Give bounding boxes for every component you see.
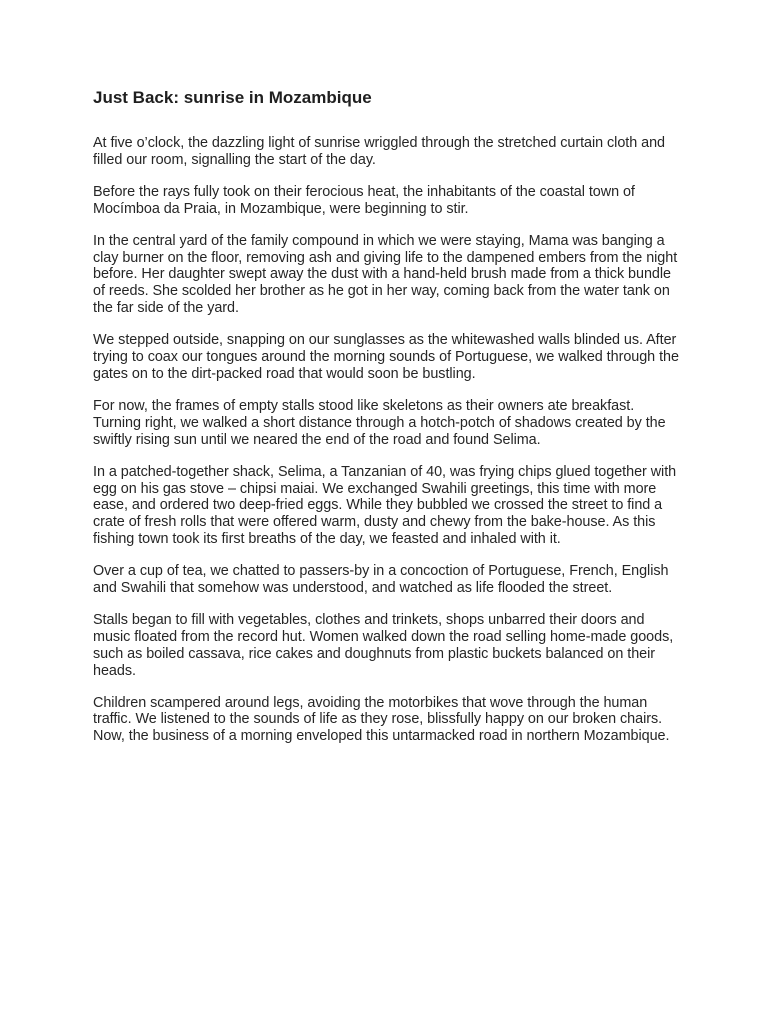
paragraph-7: Over a cup of tea, we chatted to passers-by in a concoction of Portuguese, French, English and Swahili that somehow was understood, and watched as life flooded the street. — [93, 563, 669, 597]
paragraph-5: For now, the frames of empty stalls stood like skeletons as their owners ate breakfast. Turning right, we walked a short distance through a hotch-potch of shadows created by the swiftly rising sun until we neared the end of the road and found Selima. — [93, 397, 666, 448]
paragraph-1: At five o’clock, the dazzling light of sunrise wriggled through the stretched curtain cloth and filled our room, signalling the start of the day. — [93, 135, 665, 168]
article-title: Just Back: sunrise in Mozambique — [93, 88, 372, 107]
paragraph-3: In the central yard of the family compound in which we were staying, Mama was banging a clay burner on the floor, removing ash and giving life to the dampened embers from the night before. Her daughter swept away the dust with a hand-held brush made from a thick bundle of reeds. She scolded her brother as he got in her way, coming back from the water tank on the far side of the yard. — [93, 232, 678, 317]
paragraph-6: In a patched-together shack, Selima, a Tanzanian of 40, was frying chips glued together with egg on his gas stove – chipsi maiai. We exchanged Swahili greetings, this time with more ease, and ordered two deep-fried eggs. While they bubbled we crossed the street to find a crate of fresh rolls that were offered warm, dusty and chewy from the bake-house. As this fishing town took its first breaths of the day, we feasted and inhaled with it. — [93, 463, 677, 548]
document-page — [93, 88, 683, 760]
paragraph-9: Children scampered around legs, avoiding the motorbikes that wove through the human traffic. We listened to the sounds of life as they rose, blissfully happy on our broken chairs. Now, the business of a morning enveloped this untarmacked road in northern Mozambique. — [93, 694, 670, 745]
paragraph-2: Before the rays fully took on their ferocious heat, the inhabitants of the coastal town of Mocímboa da Praia, in Mozambique, were beginning to stir. — [93, 183, 635, 217]
paragraph-8: Stalls began to fill with vegetables, clothes and trinkets, shops unbarred their doors and music floated from the record hut. Women walked down the road selling home-made goods, such as boiled cassava, rice cakes and doughnuts from plastic buckets balanced on their heads. — [93, 611, 674, 679]
paragraph-4: We stepped outside, snapping on our sunglasses as the whitewashed walls blinded us. After trying to coax our tongues around the morning sounds of Portuguese, we walked through the gates on to the dirt-packed road that would soon be bustling. — [93, 332, 679, 382]
